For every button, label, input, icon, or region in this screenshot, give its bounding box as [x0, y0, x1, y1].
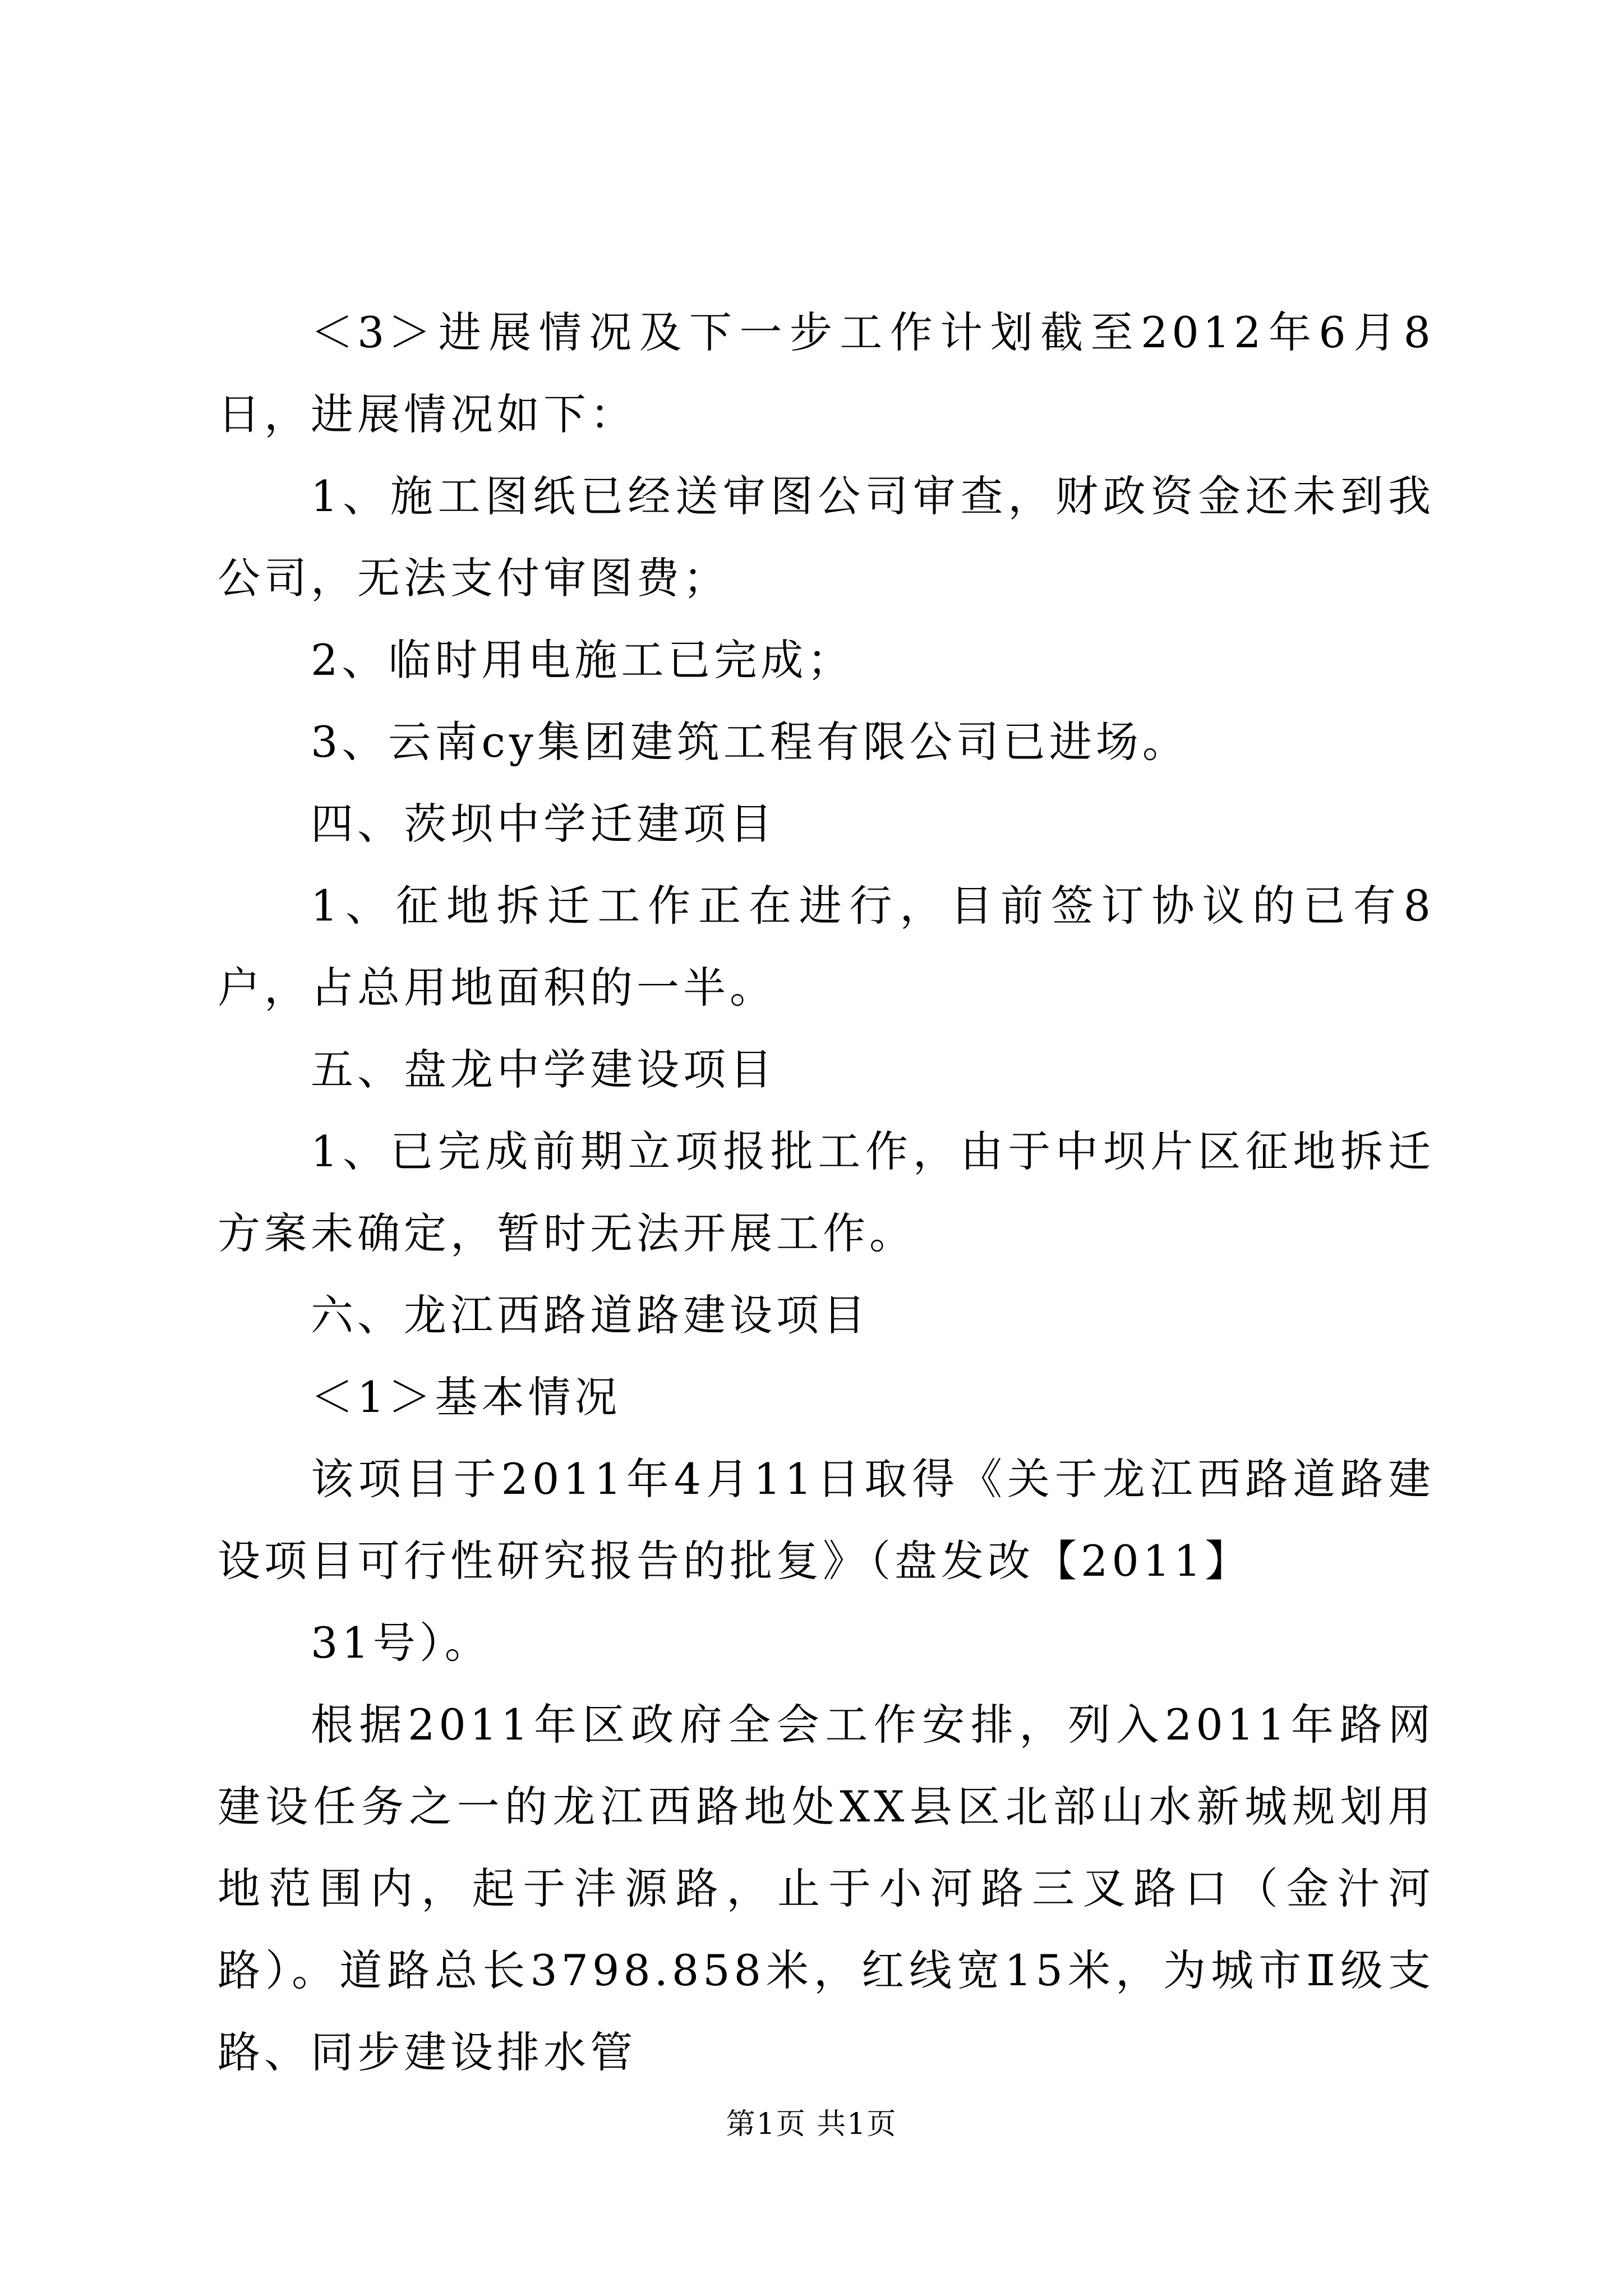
paragraph-item-contractor-onsite: 3、云南cy集团建筑工程有限公司已进场。: [311, 717, 1189, 767]
section-heading-panlong-school: 五、盘龙中学建设项目: [311, 1045, 776, 1094]
paragraph-item-land-acquisition: 1、征地拆迁工作正在进行，目前签订协议的已有8户，占总用地面积的一半。: [218, 881, 1435, 1013]
section-heading-longjiang-road: 六、龙江西路道路建设项目: [311, 1290, 869, 1340]
paragraph-item-drawing-review: 1、施工图纸已经送审图公司审查，财政资金还未到我公司，无法支付审图费；: [218, 471, 1435, 603]
page-footer: 第1页 共1页: [726, 2108, 897, 2141]
subheading-basic-info: ＜1＞基本情况: [311, 1372, 621, 1422]
paragraph-approval-reply: 该项目于2011年4月11日取得《关于龙江西路道路建设项目可行性研究报告的批复》（盘发改【2011】: [218, 1454, 1435, 1586]
document-body: [218, 292, 1435, 2093]
paragraph-road-description: 根据2011年区政府全会工作安排，列入2011年路网建设任务之一的龙江西路地处XX县区北部山水新城规划用地范围内，起于沣源路，止于小河路三叉路口（金汁河路）。道路总长3798.858米，红线宽15米，为城市Ⅱ级支路、同步建设排水管: [218, 1700, 1435, 2077]
paragraph-item-temporary-power: 2、临时用电施工已完成；: [311, 635, 854, 685]
paragraph-item-approval-complete: 1、已完成前期立项报批工作，由于中坝片区征地拆迁方案未确定，暂时无法开展工作。: [218, 1126, 1435, 1258]
section-heading-ciba-school: 四、茨坝中学迁建项目: [311, 799, 776, 849]
paragraph-progress-heading: ＜3＞进展情况及下一步工作计划截至2012年6月8日，进展情况如下：: [218, 307, 1435, 439]
paragraph-approval-number: 31号）。: [311, 1618, 491, 1668]
